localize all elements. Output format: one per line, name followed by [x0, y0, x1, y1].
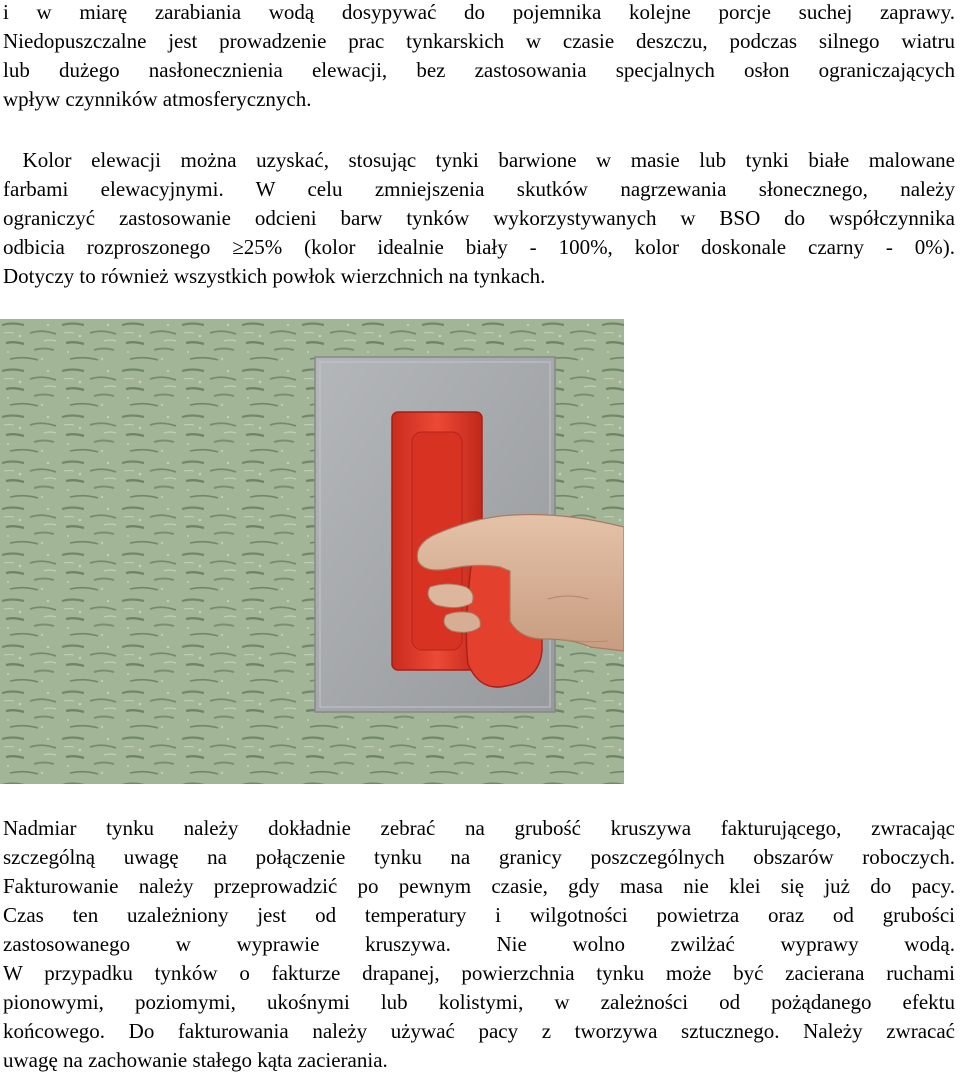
- text-line: ograniczyć zastosowanie odcieni barw tynków wykorzystywanych w BSO do współczynnika: [3, 206, 955, 230]
- text-line: Czas ten uzależniony jest od temperatury i wilgotności powietrza oraz od grubości: [3, 903, 955, 927]
- text-line: odbicia rozproszonego ≥25% (kolor idealnie biały - 100%, kolor doskonale czarny - 0%).: [3, 235, 955, 259]
- text-line: zastosowanego w wyprawie kruszywa. Nie wolno zwilżać wyprawy wodą.: [3, 932, 955, 956]
- text-line: Fakturowanie należy przeprowadzić po pewnym czasie, gdy masa nie klei się już do pacy.: [3, 874, 955, 898]
- text-line: uwagę na zachowanie stałego kąta zacierania.: [3, 1048, 388, 1072]
- paragraph-facade-color: [3, 146, 955, 291]
- photo-plaster-float: [0, 319, 624, 784]
- text-line: Dotyczy to również wszystkich powłok wierzchnich na tynkach.: [3, 264, 546, 288]
- text-line: i w miarę zarabiania wodą dosypywać do pojemnika kolejne porcje suchej zaprawy.: [3, 0, 955, 24]
- text-line: Niedopuszczalne jest prowadzenie prac tynkarskich w czasie deszczu, podczas silnego wiatru: [3, 29, 955, 53]
- text-line: lub dużego nasłonecznienia elewacji, bez zastosowania specjalnych osłon ograniczających: [3, 58, 955, 82]
- paragraph-weather-conditions: [3, 0, 955, 114]
- text-line: W przypadku tynków o fakturze drapanej, powierzchnia tynku może być zacierana ruchami: [3, 961, 955, 985]
- text-line: Nadmiar tynku należy dokładnie zebrać na grubość kruszywa fakturującego, zwracając: [3, 816, 955, 840]
- text-line: wpływ czynników atmosferycznych.: [3, 87, 312, 111]
- text-line: pionowymi, poziomymi, ukośnymi lub kolistymi, w zależności od pożądanego efektu: [3, 990, 955, 1014]
- text-line: Kolor elewacji można uzyskać, stosując tynki barwione w masie lub tynki białe malowane: [3, 148, 955, 172]
- text-line: farbami elewacyjnymi. W celu zmniejszenia skutków nagrzewania słonecznego, należy: [3, 177, 955, 201]
- text-line: końcowego. Do fakturowania należy używać pacy z tworzywa sztucznego. Należy zwracać: [3, 1019, 955, 1043]
- paragraph-texturing: [3, 814, 955, 1075]
- text-line: szczególną uwagę na połączenie tynku na granicy poszczególnych obszarów roboczych.: [3, 845, 955, 869]
